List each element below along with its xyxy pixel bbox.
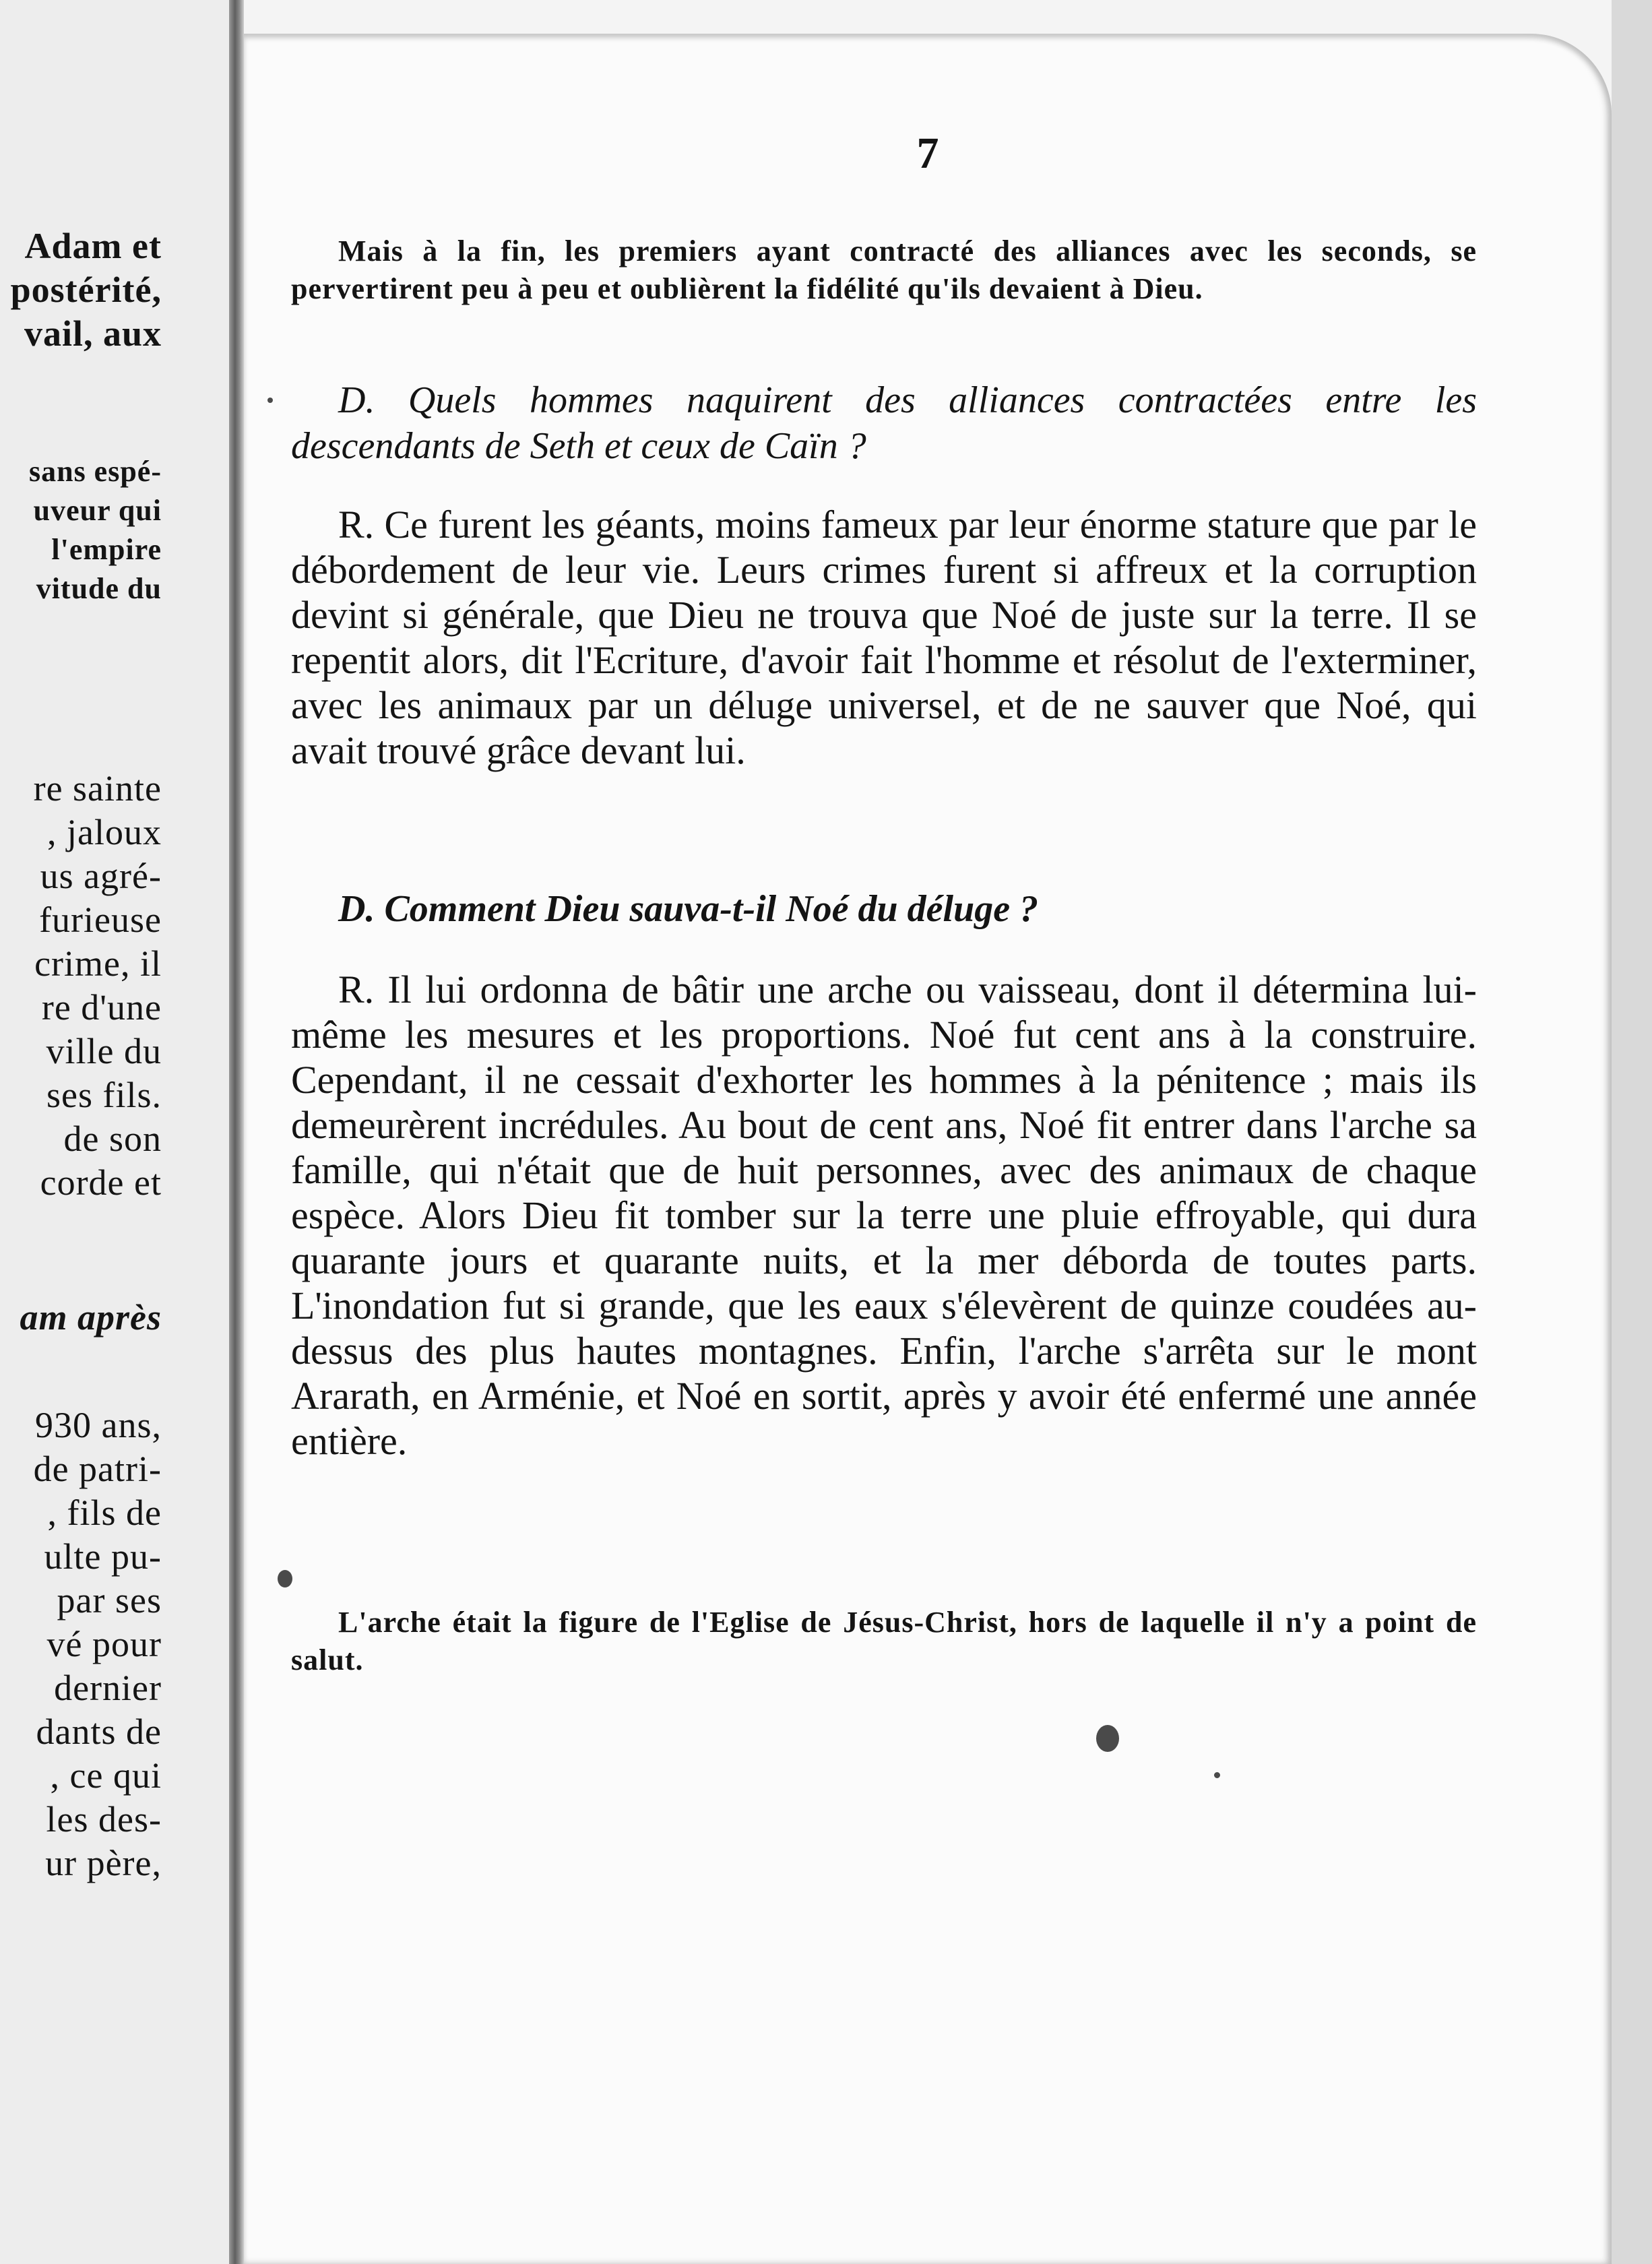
left-fragment: 930 ans, [35,1405,162,1445]
left-fragment: re sainte [33,768,162,809]
left-fragment: ses fils. [46,1075,162,1115]
left-fragment: ulte pu- [44,1536,162,1577]
intro-paragraph [291,232,1477,308]
answer-giants [291,502,1477,773]
question-deluge-text: D. Comment Dieu sauva-t-il Noé du déluge ? [338,888,1039,930]
answer-giants-text: R. Ce furent les géants, moins fameux par leur énorme stature que par le débordement de leur vie. Leurs crimes furent si affreux et la corruption devint si générale, que Dieu ne trouva que Noé de juste sur la terre. Il se repentit alors, dit l'Ecriture, d'avoir fait l'homme et résolut de l'exterminer, avec les animaux par un déluge universel, et de ne sauver que Noé, qui avait trouvé grâce devant lui. [291,503,1477,772]
book-gutter [229,0,244,2264]
ink-speck [278,1570,292,1587]
left-fragment: , jaloux [47,812,162,852]
left-fragment: , fils de [47,1492,162,1533]
left-fragment: dants de [36,1711,162,1752]
left-fragment: vitude du [36,572,162,605]
question-giants [291,377,1477,469]
ink-speck [1096,1725,1119,1752]
book-page [244,34,1612,2264]
note-paragraph [291,1604,1477,1679]
left-fragment: de patri- [33,1449,162,1489]
note-text: L'arche était la figure de l'Eglise de Jésus-Christ, hors de laquelle il n'y a point de salut. [291,1606,1477,1676]
left-fragment: de son [63,1119,162,1159]
left-fragment: furieuse [39,900,162,940]
left-fragment: re d'une [41,987,162,1028]
left-fragment: us agré- [40,856,162,896]
left-fragment: Adam et [24,226,162,266]
question-deluge [291,886,1477,932]
left-fragment: ur père, [45,1843,162,1883]
page-number: 7 [916,129,939,178]
ink-speck [1214,1772,1220,1778]
left-fragment: dernier [54,1668,162,1708]
left-fragment: uveur qui [33,494,162,527]
question-giants-text: D. Quels hommes naquirent des alliances contractées entre les descendants de Seth et ceux de Caïn ? [291,379,1477,467]
left-fragment: vail, aux [24,313,162,354]
left-fragment: corde et [40,1162,162,1203]
left-fragment: l'empire [51,533,162,566]
left-fragment: postérité, [10,270,162,310]
left-fragment: ville du [46,1031,162,1071]
left-fragment: sans espé- [28,455,162,488]
left-fragment: am après [20,1297,162,1338]
page-right-edge [1612,0,1652,2264]
previous-page-edge [0,0,236,2264]
answer-deluge [291,967,1477,1464]
intro-text: Mais à la fin, les premiers ayant contracté des alliances avec les seconds, se pervertirent peu à peu et oublièrent la fidélité qu'ils devaient à Dieu. [291,234,1477,305]
ink-speck [267,398,273,403]
answer-deluge-text: R. Il lui ordonna de bâtir une arche ou vaisseau, dont il détermina lui-même les mesures et les proportions. Noé fut cent ans à la construire. Cependant, il ne cessait d'exhorter les hommes à la pénitence ; mais ils demeurèrent incrédules. Au bout de cent ans, Noé fit entrer dans l'arche sa famille, qui n'était que de huit personnes, avec des animaux de chaque espèce. Alors Dieu fit tomber sur la terre une pluie effroyable, qui dura quarante jours et quarante nuits, et la mer déborda de toutes parts. L'inondation fut si grande, que les eaux s'élevèrent de quinze coudées au-dessus des plus hautes montagnes. Enfin, l'arche s'arrêta sur le mont Ararath, en Arménie, et Noé en sortit, après y avoir été enfermé une année entière. [291,968,1477,1463]
left-fragment: , ce qui [50,1755,162,1796]
left-fragment: par ses [57,1580,162,1621]
left-fragment: les des- [46,1799,162,1840]
left-fragment: vé pour [46,1624,162,1664]
left-fragment: crime, il [34,943,162,984]
